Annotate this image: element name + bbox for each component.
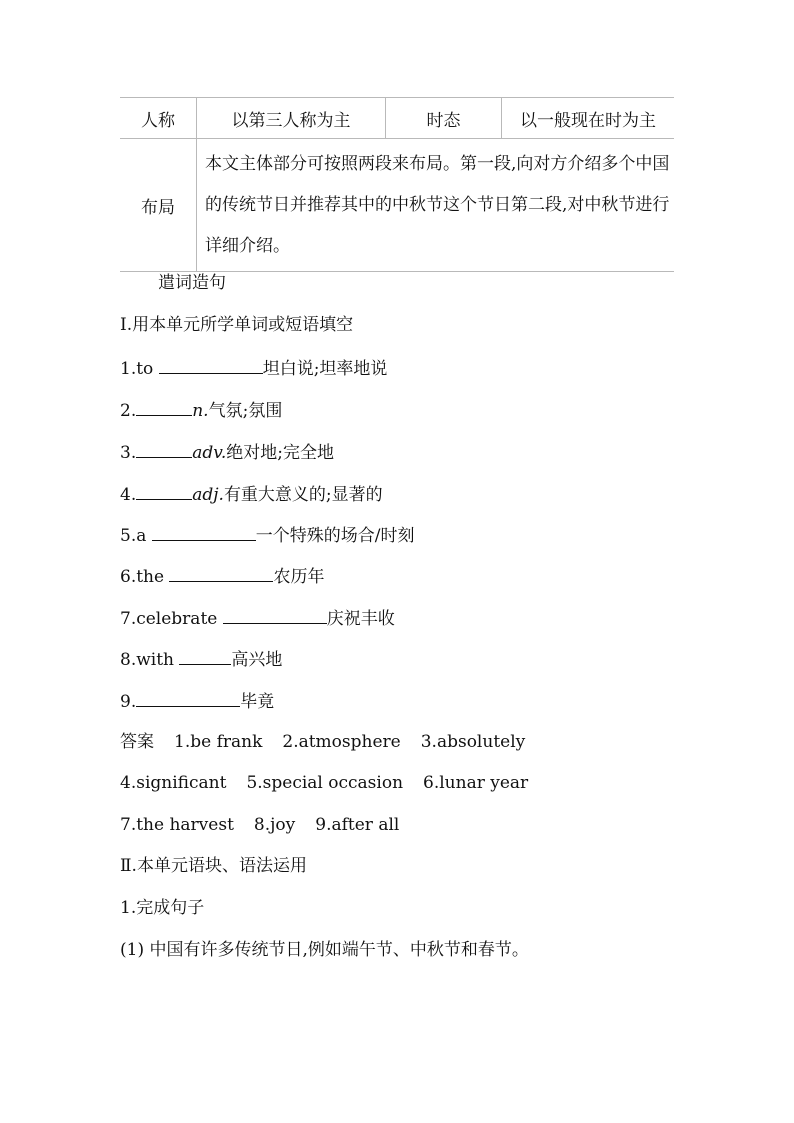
answer-line <box>120 814 399 836</box>
answer-blank[interactable] <box>136 398 192 416</box>
writing-guide-table <box>120 97 674 272</box>
list-item <box>120 398 282 422</box>
item-meaning: 庆祝丰收 <box>326 609 395 629</box>
list-item <box>120 606 395 630</box>
list-item <box>120 440 334 464</box>
list-item <box>120 564 324 588</box>
part2-heading: Ⅱ.本单元语块、语法运用 <box>120 856 307 876</box>
answer-label: 答案 <box>120 732 154 752</box>
answer-line <box>120 731 525 753</box>
answer-blank[interactable] <box>152 523 256 541</box>
table-row <box>120 98 674 139</box>
answer-blank[interactable] <box>136 689 240 707</box>
item-meaning: 气氛;氛围 <box>208 401 283 421</box>
part2-sub-heading: 1.完成句子 <box>120 898 205 918</box>
item-prefix: 3. <box>120 443 137 463</box>
answer-item: 2.atmosphere <box>282 732 401 752</box>
sentence-prompt: (1) 中国有许多传统节日,例如端午节、中秋节和春节。 <box>120 940 529 960</box>
item-meaning: 绝对地;完全地 <box>226 443 334 463</box>
answer-item: 5.special occasion <box>246 773 404 793</box>
list-item <box>120 647 282 671</box>
answer-item: 1.be frank <box>174 732 263 752</box>
item-prefix: 9. <box>120 692 137 712</box>
person-label-cell: 人称 <box>120 98 197 139</box>
person-value-cell: 以第三人称为主 <box>197 98 386 139</box>
item-prefix: 1.to <box>120 359 159 379</box>
item-prefix: 5.a <box>120 526 152 546</box>
part1-heading: Ⅰ.用本单元所学单词或短语填空 <box>120 315 354 335</box>
tense-label-cell: 时态 <box>386 98 502 139</box>
item-prefix: 2. <box>120 401 137 421</box>
answer-item: 7.the harvest <box>120 815 234 835</box>
item-meaning: 农历年 <box>273 567 325 587</box>
answer-blank[interactable] <box>169 564 273 582</box>
answer-blank[interactable] <box>136 440 192 458</box>
part-of-speech: adv. <box>192 443 227 463</box>
answer-item: 9.after all <box>315 815 400 835</box>
answer-item: 3.absolutely <box>420 732 526 752</box>
answer-blank[interactable] <box>179 647 231 665</box>
list-item <box>120 689 274 713</box>
list-item <box>120 523 415 547</box>
item-meaning: 高兴地 <box>231 650 283 670</box>
section-title: 遣词造句 <box>158 273 226 293</box>
layout-value-cell: 本文主体部分可按照两段来布局。第一段,向对方介绍多个中国的传统节日并推荐其中的中秋节这个节日第二段,对中秋节进行详细介绍。 <box>197 139 675 272</box>
layout-label-cell: 布局 <box>120 139 197 272</box>
answer-blank[interactable] <box>223 606 327 624</box>
item-prefix: 6.the <box>120 567 170 587</box>
answer-item: 6.lunar year <box>423 773 529 793</box>
item-meaning: 一个特殊的场合/时刻 <box>255 526 415 546</box>
part-of-speech: adj. <box>192 485 224 505</box>
item-meaning: 坦白说;坦率地说 <box>262 359 388 379</box>
table-row <box>120 139 674 272</box>
answer-item: 8.joy <box>253 815 296 835</box>
item-meaning: 毕竟 <box>240 692 275 712</box>
item-meaning: 有重大意义的;显著的 <box>223 485 383 505</box>
answer-line <box>120 772 528 794</box>
list-item <box>120 356 387 380</box>
answer-item: 4.significant <box>120 773 227 793</box>
item-prefix: 8.with <box>120 650 180 670</box>
answer-blank[interactable] <box>159 356 263 374</box>
answer-blank[interactable] <box>136 482 192 500</box>
list-item <box>120 482 383 506</box>
item-prefix: 7.celebrate <box>120 609 223 629</box>
part-of-speech: n. <box>192 401 209 421</box>
tense-value-cell: 以一般现在时为主 <box>502 98 675 139</box>
item-prefix: 4. <box>120 485 137 505</box>
